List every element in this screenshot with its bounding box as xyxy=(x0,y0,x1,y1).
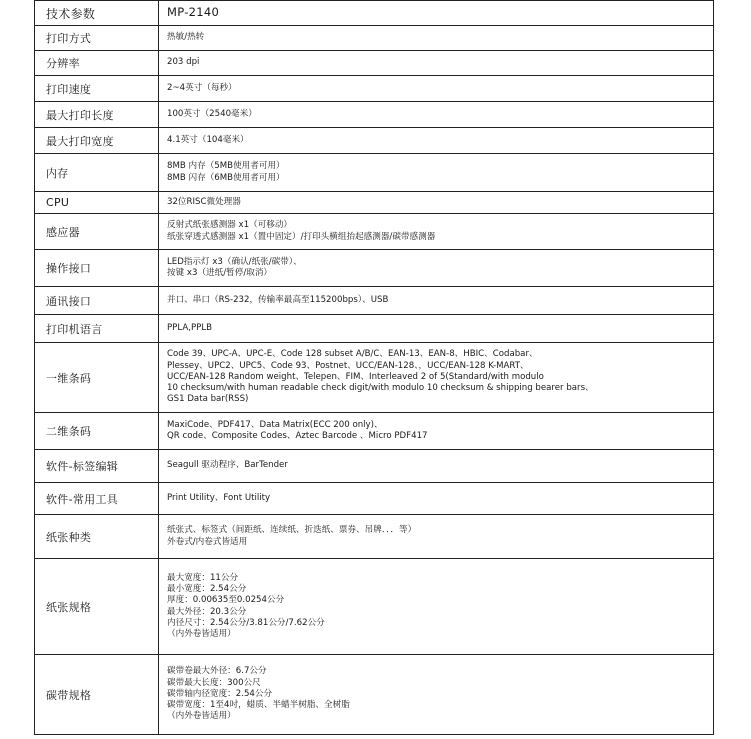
value-line: 8MB 闪存（6MB使用者可用） xyxy=(167,172,285,183)
row-value xyxy=(159,655,714,735)
row-software-label-editing xyxy=(35,450,714,483)
row-max-print-length xyxy=(35,102,714,128)
value-line: 内径尺寸：2.54公分/3.81公分/7.62公分 xyxy=(167,617,325,628)
row-label: 软件-标签编辑 xyxy=(35,450,159,483)
value-line: 最大宽度：11公分 xyxy=(167,572,239,583)
value-line: 按键 x3（进纸/暂停/取消） xyxy=(167,268,273,278)
row-label: 纸张种类 xyxy=(35,515,159,559)
row-label: 纸张规格 xyxy=(35,559,159,655)
value-line: 最小宽度：2.54公分 xyxy=(167,584,247,595)
value-line: 100英寸（2540毫米） xyxy=(167,108,257,119)
row-software-utilities xyxy=(35,483,714,515)
row-value xyxy=(159,76,714,102)
row-value xyxy=(159,287,714,315)
value-line: 最大外径：20.3公分 xyxy=(167,606,247,617)
row-value xyxy=(159,26,714,51)
row-resolution xyxy=(35,51,714,76)
row-label: 一维条码 xyxy=(35,343,159,413)
spec-sheet xyxy=(34,0,714,735)
value-line: LED指示灯 x3（确认/纸张/碳带）、 xyxy=(167,256,302,267)
value-line: PPLA,PPLB xyxy=(167,322,213,333)
row-value xyxy=(159,343,714,413)
value-line: 纸张穿透式感测器 x1（置中固定）/打印头横组抬起感测器/碳带感测器 xyxy=(167,231,436,242)
row-media-specs xyxy=(35,559,714,655)
value-line: 碳带卷最大外径：6.7公分 xyxy=(167,666,267,677)
row-value xyxy=(159,559,714,655)
value-line: 碳带最大长度：300公尺 xyxy=(167,677,261,688)
row-value xyxy=(159,128,714,154)
row-label: 打印机语言 xyxy=(35,315,159,343)
row-label: 碳带规格 xyxy=(35,655,159,735)
value-line: 热敏/热转 xyxy=(167,32,205,43)
row-ribbon-specs xyxy=(35,655,714,735)
row-memory xyxy=(35,154,714,192)
value-line: （内外卷皆适用） xyxy=(167,711,236,722)
row-communication-interface xyxy=(35,287,714,315)
header-model-cell: MP-2140 xyxy=(159,1,714,26)
row-printer-language xyxy=(35,315,714,343)
row-print-speed xyxy=(35,76,714,102)
value-line: 4.1英寸（104毫米） xyxy=(167,134,249,145)
row-sensors xyxy=(35,214,714,250)
row-value xyxy=(159,214,714,250)
value-line: 反射式纸张感测器 x1（可移动） xyxy=(167,220,293,231)
value-line: 10 checksum/with human readable check digit/with modulo 10 checksum & shipping bearer bars、 xyxy=(167,383,594,394)
row-label: 打印方式 xyxy=(35,26,159,51)
spec-table xyxy=(34,0,714,735)
row-label: 最大打印宽度 xyxy=(35,128,159,154)
row-value xyxy=(159,413,714,450)
value-line: 8MB 内存（5MB使用者可用） xyxy=(167,161,285,172)
row-1d-barcode xyxy=(35,343,714,413)
row-cpu xyxy=(35,192,714,214)
header-row xyxy=(35,1,714,26)
row-label: 分辨率 xyxy=(35,51,159,76)
value-line: 碳带宽度：1至4吋，蜡质、半蜡半树脂、全树脂 xyxy=(167,700,350,711)
row-value xyxy=(159,515,714,559)
value-line: QR code、Composite Codes、Aztec Barcode 、Micro PDF417 xyxy=(167,431,428,441)
row-label: 操作接口 xyxy=(35,250,159,287)
row-value xyxy=(159,483,714,515)
value-line: MaxiCode、PDF417、Data Matrix(ECC 200 only)、 xyxy=(167,419,383,430)
row-max-print-width xyxy=(35,128,714,154)
header-param-cell: 技术参数 xyxy=(35,1,159,26)
value-line: （内外卷皆适用） xyxy=(167,628,236,639)
row-value xyxy=(159,315,714,343)
row-2d-barcode xyxy=(35,413,714,450)
value-line: 32位RISC微处理器 xyxy=(167,196,241,207)
value-line: UCC/EAN-128 Random weight、Telepen、FIM、Interleaved 2 of 5(Standard/with modulo xyxy=(167,371,544,382)
value-line: 2~4英寸（每秒） xyxy=(167,82,237,93)
value-line: 外卷式/内卷式皆适用 xyxy=(167,536,248,547)
row-value xyxy=(159,154,714,192)
row-media-type xyxy=(35,515,714,559)
row-value xyxy=(159,51,714,76)
row-label: 通讯接口 xyxy=(35,287,159,315)
row-print-method xyxy=(35,26,714,51)
value-line: Code 39、UPC-A、UPC-E、Code 128 subset A/B/C、EAN-13、EAN-8、HBIC、Codabar、 xyxy=(167,349,538,360)
value-line: Print Utility、Font Utility xyxy=(167,492,271,503)
value-line: 并口、串口（RS-232，传输率最高至115200bps）、USB xyxy=(167,294,389,305)
value-line: 厚度：0.00635至0.0254公分 xyxy=(167,595,285,606)
value-line: 碳带轴内径宽度：2.54公分 xyxy=(167,688,273,699)
row-value xyxy=(159,102,714,128)
value-line: 纸张式、标签式（间距纸、连续纸、折迭纸、票券、吊牌．．．等） xyxy=(167,525,417,536)
row-label: 最大打印长度 xyxy=(35,102,159,128)
value-line: Seagull 驱动程序、BarTender xyxy=(167,460,288,471)
value-line: Plessey、UPC2、UPC5、Code 93、Postnet、UCC/EAN-128、，UCC/EAN-128 K-MART、 xyxy=(167,360,529,371)
row-label: 内存 xyxy=(35,154,159,192)
value-line: 203 dpi xyxy=(167,57,200,68)
row-value xyxy=(159,192,714,214)
row-label: 感应器 xyxy=(35,214,159,250)
row-label: 打印速度 xyxy=(35,76,159,102)
row-label: CPU xyxy=(35,192,159,214)
row-label: 二维条码 xyxy=(35,413,159,450)
row-operation-interface xyxy=(35,250,714,287)
row-value xyxy=(159,450,714,483)
row-value xyxy=(159,250,714,287)
row-label: 软件-常用工具 xyxy=(35,483,159,515)
value-line: GS1 Data bar(RSS) xyxy=(167,394,249,405)
